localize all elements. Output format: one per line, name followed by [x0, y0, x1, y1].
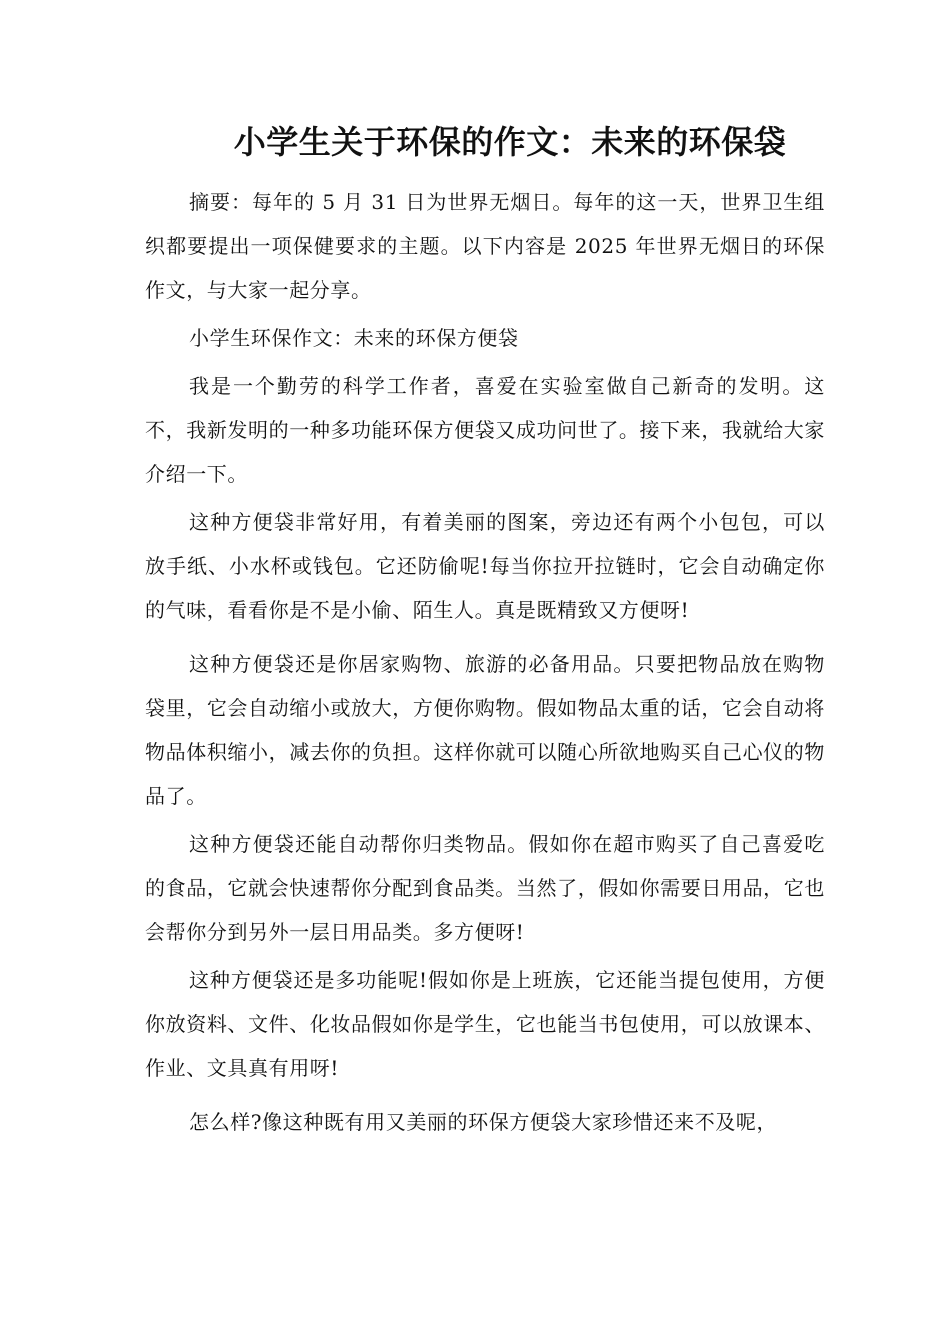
- body-paragraph: 这种方便袋还是你居家购物、旅游的必备用品。只要把物品放在购物袋里，它会自动缩小或放大，方便你购物。假如物品太重的话，它会自动将物品体积缩小，减去你的负担。这样你就可以随心所欲地购买自己心仪的物品了。: [145, 652, 825, 808]
- body-paragraph: 怎么样?像这种既有用又美丽的环保方便袋大家珍惜还来不及呢，: [189, 1110, 778, 1134]
- abstract-paragraph: 摘要：每年的 5 月 31 日为世界无烟日。每年的这一天，世界卫生组织都要提出一项保健要求的主题。以下内容是 2025 年世界无烟日的环保作文，与大家一起分享。: [145, 190, 825, 302]
- body-paragraph: 这种方便袋非常好用，有着美丽的图案，旁边还有两个小包包，可以放手纸、小水杯或钱包。它还防偷呢!每当你拉开拉链时，它会自动确定你的气味，看看你是不是小偷、陌生人。真是既精致又方便呀!: [145, 510, 825, 622]
- essay-subtitle: 小学生环保作文：未来的环保方便袋: [189, 326, 519, 350]
- body-paragraph: 这种方便袋还是多功能呢!假如你是上班族，它还能当提包使用，方便你放资料、文件、化妆品假如你是学生，它也能当书包使用，可以放课本、作业、文具真有用呀!: [145, 968, 825, 1080]
- document-body: [145, 180, 825, 1148]
- document-title: 小学生关于环保的作文：未来的环保袋: [233, 123, 787, 161]
- body-paragraph: 我是一个勤劳的科学工作者，喜爱在实验室做自己新奇的发明。这不，我新发明的一种多功能环保方便袋又成功问世了。接下来，我就给大家介绍一下。: [145, 374, 825, 486]
- body-paragraph: 这种方便袋还能自动帮你归类物品。假如你在超市购买了自己喜爱吃的食品，它就会快速帮你分配到食品类。当然了，假如你需要日用品，它也会帮你分到另外一层日用品类。多方便呀!: [145, 832, 825, 944]
